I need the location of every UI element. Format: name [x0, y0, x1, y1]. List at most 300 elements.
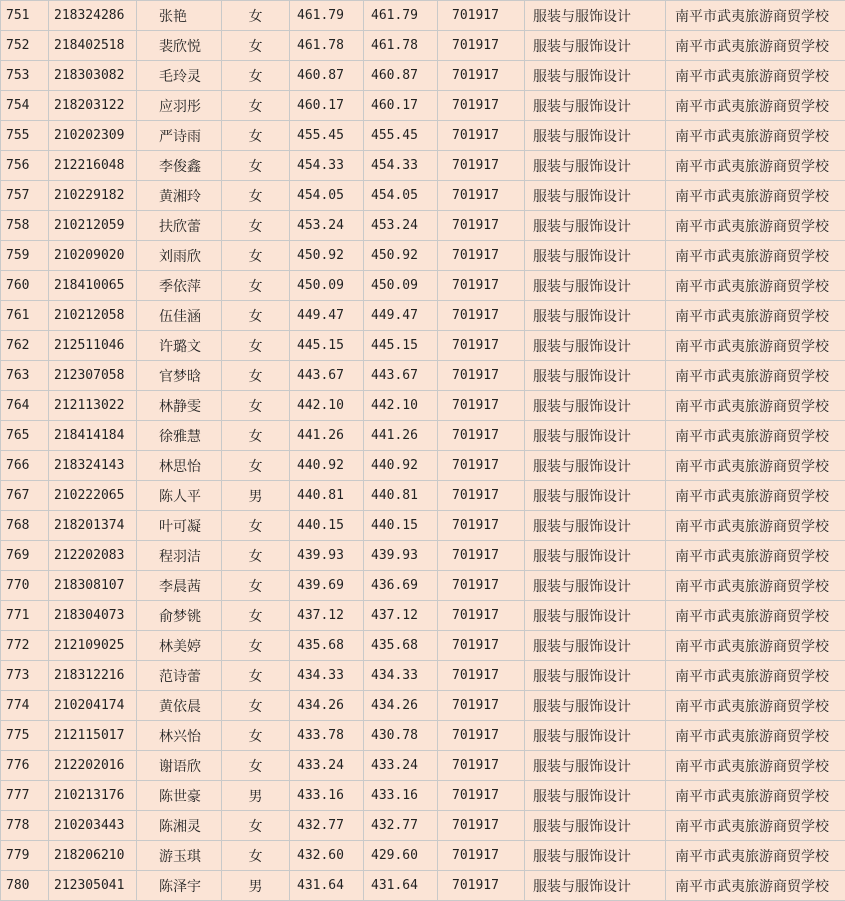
final-score-cell: 439.93 — [364, 541, 438, 571]
rank-cell: 774 — [1, 691, 49, 721]
table-row — [1, 661, 845, 691]
rank-cell: 754 — [1, 91, 49, 121]
total-score-cell: 431.64 — [290, 871, 364, 901]
exam-number-cell: 210204174 — [49, 691, 137, 721]
table-row — [1, 571, 845, 601]
school-name-cell: 南平市武夷旅游商贸学校 — [666, 571, 845, 601]
exam-number-cell: 210213176 — [49, 781, 137, 811]
school-name-cell: 南平市武夷旅游商贸学校 — [666, 331, 845, 361]
exam-number-cell: 212109025 — [49, 631, 137, 661]
table-row — [1, 91, 845, 121]
gender-cell: 女 — [222, 451, 290, 481]
school-name-cell: 南平市武夷旅游商贸学校 — [666, 721, 845, 751]
major-name-cell: 服装与服饰设计 — [525, 31, 666, 61]
major-name-cell: 服装与服饰设计 — [525, 181, 666, 211]
major-name-cell: 服装与服饰设计 — [525, 121, 666, 151]
student-name-cell: 林静雯 — [137, 391, 222, 421]
school-name-cell: 南平市武夷旅游商贸学校 — [666, 751, 845, 781]
rank-cell: 756 — [1, 151, 49, 181]
exam-number-cell: 218201374 — [49, 511, 137, 541]
major-code-cell: 701917 — [438, 91, 525, 121]
student-name-cell: 谢语欣 — [137, 751, 222, 781]
exam-number-cell: 210212059 — [49, 211, 137, 241]
major-code-cell: 701917 — [438, 421, 525, 451]
exam-number-cell: 212305041 — [49, 871, 137, 901]
school-name-cell: 南平市武夷旅游商贸学校 — [666, 481, 845, 511]
major-code-cell: 701917 — [438, 301, 525, 331]
exam-number-cell: 218303082 — [49, 61, 137, 91]
rank-cell: 764 — [1, 391, 49, 421]
major-code-cell: 701917 — [438, 541, 525, 571]
gender-cell: 女 — [222, 61, 290, 91]
total-score-cell: 445.15 — [290, 331, 364, 361]
student-name-cell: 叶可凝 — [137, 511, 222, 541]
gender-cell: 男 — [222, 781, 290, 811]
rank-cell: 757 — [1, 181, 49, 211]
student-name-cell: 游玉琪 — [137, 841, 222, 871]
table-row — [1, 271, 845, 301]
school-name-cell: 南平市武夷旅游商贸学校 — [666, 211, 845, 241]
table-row — [1, 241, 845, 271]
major-name-cell: 服装与服饰设计 — [525, 841, 666, 871]
school-name-cell: 南平市武夷旅游商贸学校 — [666, 511, 845, 541]
total-score-cell: 439.69 — [290, 571, 364, 601]
major-code-cell: 701917 — [438, 271, 525, 301]
table-row — [1, 811, 845, 841]
school-name-cell: 南平市武夷旅游商贸学校 — [666, 301, 845, 331]
student-name-cell: 毛玲灵 — [137, 61, 222, 91]
rank-cell: 765 — [1, 421, 49, 451]
rank-cell: 755 — [1, 121, 49, 151]
total-score-cell: 437.12 — [290, 601, 364, 631]
gender-cell: 女 — [222, 31, 290, 61]
final-score-cell: 435.68 — [364, 631, 438, 661]
student-name-cell: 俞梦铫 — [137, 601, 222, 631]
final-score-cell: 430.78 — [364, 721, 438, 751]
table-row — [1, 421, 845, 451]
major-name-cell: 服装与服饰设计 — [525, 361, 666, 391]
gender-cell: 女 — [222, 601, 290, 631]
student-name-cell: 林思怡 — [137, 451, 222, 481]
table-row — [1, 751, 845, 781]
table-row — [1, 631, 845, 661]
exam-number-cell: 212307058 — [49, 361, 137, 391]
total-score-cell: 449.47 — [290, 301, 364, 331]
table-row — [1, 211, 845, 241]
rank-cell: 771 — [1, 601, 49, 631]
major-code-cell: 701917 — [438, 151, 525, 181]
student-name-cell: 陈人平 — [137, 481, 222, 511]
major-code-cell: 701917 — [438, 691, 525, 721]
final-score-cell: 450.92 — [364, 241, 438, 271]
major-name-cell: 服装与服饰设计 — [525, 721, 666, 751]
total-score-cell: 433.16 — [290, 781, 364, 811]
total-score-cell: 440.15 — [290, 511, 364, 541]
exam-number-cell: 212216048 — [49, 151, 137, 181]
major-name-cell: 服装与服饰设计 — [525, 271, 666, 301]
school-name-cell: 南平市武夷旅游商贸学校 — [666, 1, 845, 31]
gender-cell: 女 — [222, 661, 290, 691]
total-score-cell: 433.24 — [290, 751, 364, 781]
exam-number-cell: 210203443 — [49, 811, 137, 841]
student-name-cell: 刘雨欣 — [137, 241, 222, 271]
rank-cell: 767 — [1, 481, 49, 511]
total-score-cell: 455.45 — [290, 121, 364, 151]
total-score-cell: 432.77 — [290, 811, 364, 841]
major-code-cell: 701917 — [438, 661, 525, 691]
major-name-cell: 服装与服饰设计 — [525, 331, 666, 361]
final-score-cell: 440.15 — [364, 511, 438, 541]
final-score-cell: 461.79 — [364, 1, 438, 31]
exam-number-cell: 218414184 — [49, 421, 137, 451]
major-code-cell: 701917 — [438, 511, 525, 541]
gender-cell: 女 — [222, 181, 290, 211]
table-row — [1, 541, 845, 571]
exam-number-cell: 210209020 — [49, 241, 137, 271]
major-name-cell: 服装与服饰设计 — [525, 1, 666, 31]
total-score-cell: 433.78 — [290, 721, 364, 751]
final-score-cell: 461.78 — [364, 31, 438, 61]
total-score-cell: 454.33 — [290, 151, 364, 181]
table-row — [1, 181, 845, 211]
final-score-cell: 429.60 — [364, 841, 438, 871]
major-name-cell: 服装与服饰设计 — [525, 481, 666, 511]
table-row — [1, 331, 845, 361]
final-score-cell: 436.69 — [364, 571, 438, 601]
major-code-cell: 701917 — [438, 181, 525, 211]
total-score-cell: 460.87 — [290, 61, 364, 91]
student-name-cell: 黄依晨 — [137, 691, 222, 721]
school-name-cell: 南平市武夷旅游商贸学校 — [666, 271, 845, 301]
school-name-cell: 南平市武夷旅游商贸学校 — [666, 61, 845, 91]
student-name-cell: 李俊鑫 — [137, 151, 222, 181]
total-score-cell: 453.24 — [290, 211, 364, 241]
major-code-cell: 701917 — [438, 451, 525, 481]
school-name-cell: 南平市武夷旅游商贸学校 — [666, 631, 845, 661]
table-row — [1, 31, 845, 61]
major-code-cell: 701917 — [438, 751, 525, 781]
gender-cell: 女 — [222, 271, 290, 301]
gender-cell: 女 — [222, 421, 290, 451]
exam-number-cell: 210212058 — [49, 301, 137, 331]
student-name-cell: 徐雅慧 — [137, 421, 222, 451]
rank-cell: 772 — [1, 631, 49, 661]
major-name-cell: 服装与服饰设计 — [525, 211, 666, 241]
major-name-cell: 服装与服饰设计 — [525, 781, 666, 811]
student-name-cell: 许璐文 — [137, 331, 222, 361]
rank-cell: 776 — [1, 751, 49, 781]
major-name-cell: 服装与服饰设计 — [525, 451, 666, 481]
student-name-cell: 应羽彤 — [137, 91, 222, 121]
major-code-cell: 701917 — [438, 211, 525, 241]
table-row — [1, 301, 845, 331]
student-name-cell: 季依萍 — [137, 271, 222, 301]
school-name-cell: 南平市武夷旅游商贸学校 — [666, 241, 845, 271]
total-score-cell: 443.67 — [290, 361, 364, 391]
student-name-cell: 陈世豪 — [137, 781, 222, 811]
final-score-cell: 433.16 — [364, 781, 438, 811]
major-name-cell: 服装与服饰设计 — [525, 811, 666, 841]
student-name-cell: 张艳 — [137, 1, 222, 31]
total-score-cell: 460.17 — [290, 91, 364, 121]
major-code-cell: 701917 — [438, 871, 525, 901]
school-name-cell: 南平市武夷旅游商贸学校 — [666, 121, 845, 151]
major-name-cell: 服装与服饰设计 — [525, 61, 666, 91]
gender-cell: 女 — [222, 751, 290, 781]
school-name-cell: 南平市武夷旅游商贸学校 — [666, 451, 845, 481]
rank-cell: 766 — [1, 451, 49, 481]
final-score-cell: 454.33 — [364, 151, 438, 181]
rank-cell: 778 — [1, 811, 49, 841]
final-score-cell: 441.26 — [364, 421, 438, 451]
exam-number-cell: 210229182 — [49, 181, 137, 211]
school-name-cell: 南平市武夷旅游商贸学校 — [666, 781, 845, 811]
major-code-cell: 701917 — [438, 31, 525, 61]
school-name-cell: 南平市武夷旅游商贸学校 — [666, 91, 845, 121]
major-name-cell: 服装与服饰设计 — [525, 541, 666, 571]
table-row — [1, 511, 845, 541]
table-row — [1, 151, 845, 181]
student-name-cell: 林兴怡 — [137, 721, 222, 751]
gender-cell: 女 — [222, 721, 290, 751]
major-code-cell: 701917 — [438, 481, 525, 511]
gender-cell: 女 — [222, 121, 290, 151]
student-name-cell: 陈湘灵 — [137, 811, 222, 841]
exam-number-cell: 218206210 — [49, 841, 137, 871]
total-score-cell: 441.26 — [290, 421, 364, 451]
exam-number-cell: 218203122 — [49, 91, 137, 121]
total-score-cell: 450.09 — [290, 271, 364, 301]
total-score-cell: 432.60 — [290, 841, 364, 871]
total-score-cell: 442.10 — [290, 391, 364, 421]
rank-cell: 752 — [1, 31, 49, 61]
major-name-cell: 服装与服饰设计 — [525, 241, 666, 271]
school-name-cell: 南平市武夷旅游商贸学校 — [666, 541, 845, 571]
final-score-cell: 442.10 — [364, 391, 438, 421]
exam-number-cell: 210202309 — [49, 121, 137, 151]
final-score-cell: 460.87 — [364, 61, 438, 91]
gender-cell: 女 — [222, 391, 290, 421]
major-code-cell: 701917 — [438, 811, 525, 841]
total-score-cell: 461.78 — [290, 31, 364, 61]
exam-number-cell: 218304073 — [49, 601, 137, 631]
gender-cell: 女 — [222, 571, 290, 601]
total-score-cell: 450.92 — [290, 241, 364, 271]
school-name-cell: 南平市武夷旅游商贸学校 — [666, 151, 845, 181]
exam-number-cell: 212115017 — [49, 721, 137, 751]
table-row — [1, 691, 845, 721]
final-score-cell: 453.24 — [364, 211, 438, 241]
school-name-cell: 南平市武夷旅游商贸学校 — [666, 361, 845, 391]
table-row — [1, 121, 845, 151]
total-score-cell: 434.33 — [290, 661, 364, 691]
rank-cell: 780 — [1, 871, 49, 901]
gender-cell: 女 — [222, 1, 290, 31]
rank-cell: 773 — [1, 661, 49, 691]
major-code-cell: 701917 — [438, 391, 525, 421]
major-code-cell: 701917 — [438, 601, 525, 631]
major-code-cell: 701917 — [438, 721, 525, 751]
final-score-cell: 440.81 — [364, 481, 438, 511]
major-code-cell: 701917 — [438, 631, 525, 661]
exam-number-cell: 218402518 — [49, 31, 137, 61]
major-code-cell: 701917 — [438, 361, 525, 391]
rank-cell: 770 — [1, 571, 49, 601]
rank-cell: 762 — [1, 331, 49, 361]
total-score-cell: 439.93 — [290, 541, 364, 571]
gender-cell: 女 — [222, 811, 290, 841]
student-name-cell: 范诗蕾 — [137, 661, 222, 691]
final-score-cell: 443.67 — [364, 361, 438, 391]
student-name-cell: 程羽洁 — [137, 541, 222, 571]
table-body — [1, 1, 845, 901]
exam-number-cell: 218324286 — [49, 1, 137, 31]
final-score-cell: 434.33 — [364, 661, 438, 691]
major-code-cell: 701917 — [438, 241, 525, 271]
final-score-cell: 431.64 — [364, 871, 438, 901]
major-name-cell: 服装与服饰设计 — [525, 391, 666, 421]
rank-cell: 763 — [1, 361, 49, 391]
school-name-cell: 南平市武夷旅游商贸学校 — [666, 421, 845, 451]
school-name-cell: 南平市武夷旅游商贸学校 — [666, 601, 845, 631]
table-row — [1, 361, 845, 391]
table-row — [1, 481, 845, 511]
major-name-cell: 服装与服饰设计 — [525, 91, 666, 121]
major-code-cell: 701917 — [438, 61, 525, 91]
total-score-cell: 434.26 — [290, 691, 364, 721]
final-score-cell: 433.24 — [364, 751, 438, 781]
gender-cell: 男 — [222, 481, 290, 511]
total-score-cell: 440.92 — [290, 451, 364, 481]
major-code-cell: 701917 — [438, 331, 525, 361]
gender-cell: 女 — [222, 631, 290, 661]
major-name-cell: 服装与服饰设计 — [525, 151, 666, 181]
student-name-cell: 扶欣蕾 — [137, 211, 222, 241]
major-name-cell: 服装与服饰设计 — [525, 511, 666, 541]
exam-number-cell: 212202083 — [49, 541, 137, 571]
student-name-cell: 陈泽宇 — [137, 871, 222, 901]
major-code-cell: 701917 — [438, 781, 525, 811]
major-name-cell: 服装与服饰设计 — [525, 601, 666, 631]
major-name-cell: 服装与服饰设计 — [525, 631, 666, 661]
rank-cell: 760 — [1, 271, 49, 301]
final-score-cell: 445.15 — [364, 331, 438, 361]
gender-cell: 女 — [222, 91, 290, 121]
student-name-cell: 裴欣悦 — [137, 31, 222, 61]
major-code-cell: 701917 — [438, 1, 525, 31]
student-name-cell: 官梦晗 — [137, 361, 222, 391]
final-score-cell: 432.77 — [364, 811, 438, 841]
table-row — [1, 871, 845, 901]
school-name-cell: 南平市武夷旅游商贸学校 — [666, 31, 845, 61]
gender-cell: 女 — [222, 541, 290, 571]
table-row — [1, 601, 845, 631]
gender-cell: 女 — [222, 331, 290, 361]
exam-number-cell: 218308107 — [49, 571, 137, 601]
school-name-cell: 南平市武夷旅游商贸学校 — [666, 391, 845, 421]
major-name-cell: 服装与服饰设计 — [525, 871, 666, 901]
gender-cell: 女 — [222, 151, 290, 181]
school-name-cell: 南平市武夷旅游商贸学校 — [666, 181, 845, 211]
school-name-cell: 南平市武夷旅游商贸学校 — [666, 871, 845, 901]
final-score-cell: 437.12 — [364, 601, 438, 631]
gender-cell: 女 — [222, 241, 290, 271]
final-score-cell: 460.17 — [364, 91, 438, 121]
total-score-cell: 435.68 — [290, 631, 364, 661]
table-row — [1, 841, 845, 871]
final-score-cell: 455.45 — [364, 121, 438, 151]
table-row — [1, 781, 845, 811]
exam-number-cell: 218410065 — [49, 271, 137, 301]
rank-cell: 758 — [1, 211, 49, 241]
exam-number-cell: 212202016 — [49, 751, 137, 781]
major-name-cell: 服装与服饰设计 — [525, 691, 666, 721]
rank-cell: 775 — [1, 721, 49, 751]
major-name-cell: 服装与服饰设计 — [525, 751, 666, 781]
exam-number-cell: 212511046 — [49, 331, 137, 361]
gender-cell: 女 — [222, 691, 290, 721]
major-name-cell: 服装与服饰设计 — [525, 661, 666, 691]
table-row — [1, 451, 845, 481]
student-name-cell: 林美婷 — [137, 631, 222, 661]
rank-cell: 769 — [1, 541, 49, 571]
major-code-cell: 701917 — [438, 841, 525, 871]
exam-number-cell: 212113022 — [49, 391, 137, 421]
table-row — [1, 1, 845, 31]
total-score-cell: 440.81 — [290, 481, 364, 511]
gender-cell: 女 — [222, 841, 290, 871]
table-row — [1, 721, 845, 751]
major-name-cell: 服装与服饰设计 — [525, 571, 666, 601]
gender-cell: 女 — [222, 211, 290, 241]
total-score-cell: 454.05 — [290, 181, 364, 211]
rank-cell: 761 — [1, 301, 49, 331]
table-row — [1, 61, 845, 91]
school-name-cell: 南平市武夷旅游商贸学校 — [666, 841, 845, 871]
rank-cell: 768 — [1, 511, 49, 541]
final-score-cell: 449.47 — [364, 301, 438, 331]
major-name-cell: 服装与服饰设计 — [525, 301, 666, 331]
major-code-cell: 701917 — [438, 121, 525, 151]
final-score-cell: 434.26 — [364, 691, 438, 721]
school-name-cell: 南平市武夷旅游商贸学校 — [666, 811, 845, 841]
major-code-cell: 701917 — [438, 571, 525, 601]
final-score-cell: 440.92 — [364, 451, 438, 481]
school-name-cell: 南平市武夷旅游商贸学校 — [666, 661, 845, 691]
rank-cell: 779 — [1, 841, 49, 871]
major-name-cell: 服装与服饰设计 — [525, 421, 666, 451]
gender-cell: 男 — [222, 871, 290, 901]
table-row — [1, 391, 845, 421]
final-score-cell: 450.09 — [364, 271, 438, 301]
student-name-cell: 李晨茜 — [137, 571, 222, 601]
gender-cell: 女 — [222, 301, 290, 331]
total-score-cell: 461.79 — [290, 1, 364, 31]
rank-cell: 777 — [1, 781, 49, 811]
final-score-cell: 454.05 — [364, 181, 438, 211]
student-name-cell: 伍佳涵 — [137, 301, 222, 331]
exam-number-cell: 218312216 — [49, 661, 137, 691]
gender-cell: 女 — [222, 361, 290, 391]
exam-number-cell: 218324143 — [49, 451, 137, 481]
student-name-cell: 黄湘玲 — [137, 181, 222, 211]
school-name-cell: 南平市武夷旅游商贸学校 — [666, 691, 845, 721]
rank-cell: 753 — [1, 61, 49, 91]
gender-cell: 女 — [222, 511, 290, 541]
rank-cell: 751 — [1, 1, 49, 31]
student-name-cell: 严诗雨 — [137, 121, 222, 151]
rank-cell: 759 — [1, 241, 49, 271]
